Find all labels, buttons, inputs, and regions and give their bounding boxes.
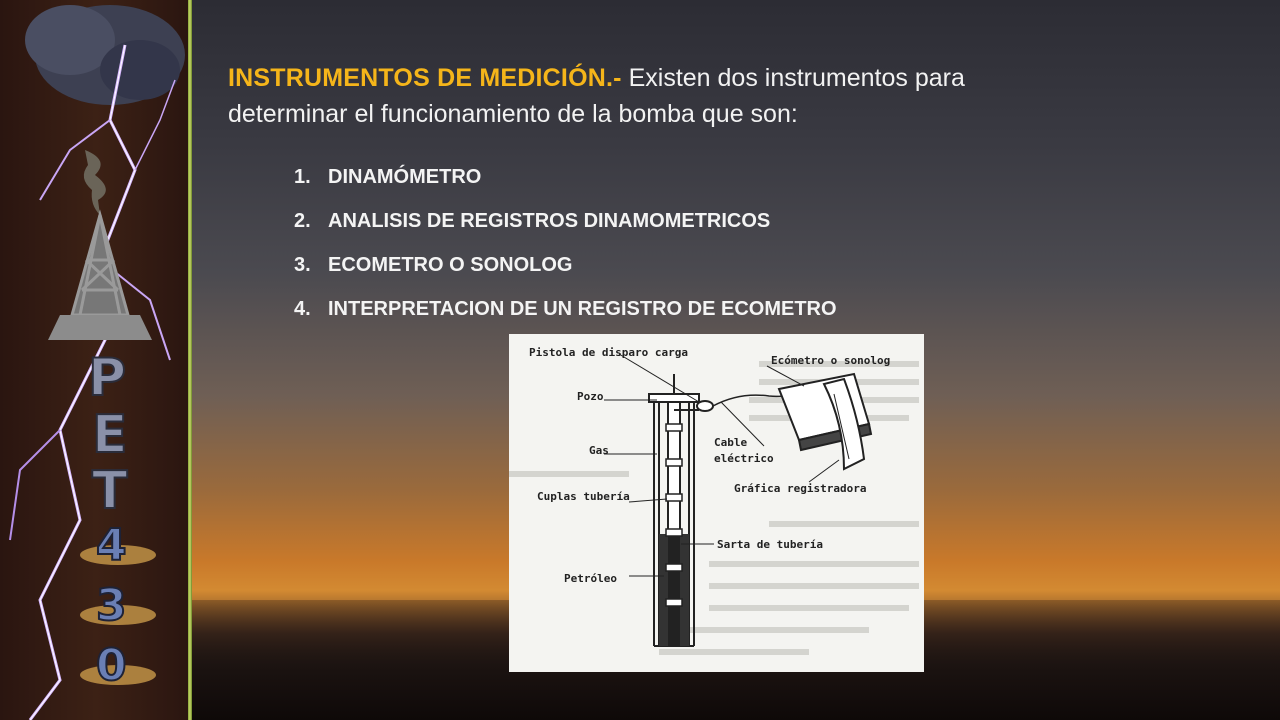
label-electrico: eléctrico <box>714 452 774 465</box>
oil-derrick-icon <box>72 215 128 315</box>
list-label: INTERPRETACION DE UN REGISTRO DE ECOMETRO <box>328 298 837 320</box>
logo-letter-e: E <box>92 405 128 465</box>
list-label: ECOMETRO O SONOLOG <box>328 254 573 276</box>
label-sarta: Sarta de tubería <box>717 538 823 551</box>
logo-digit-0: 0 <box>96 640 127 691</box>
smoke-plume <box>84 150 106 215</box>
list-number: 2. <box>294 210 311 232</box>
sonolog-diagram-svg <box>509 334 924 672</box>
label-gas: Gas <box>589 444 609 457</box>
intro-text-line1: Existen dos instrumentos para <box>621 64 965 92</box>
sidebar-artwork <box>0 0 192 720</box>
logo-digit-4: 4 <box>96 520 127 571</box>
label-grafica: Gráfica registradora <box>734 482 867 495</box>
pet430-logo <box>88 348 128 521</box>
label-pozo: Pozo <box>577 390 604 403</box>
intro-paragraph <box>228 60 1170 132</box>
list-number: 3. <box>294 254 311 276</box>
label-cuplas: Cuplas tubería <box>537 490 630 503</box>
instrument-list <box>294 160 837 336</box>
list-item <box>294 248 837 292</box>
list-label: ANALISIS DE REGISTROS DINAMOMETRICOS <box>328 210 771 232</box>
list-item <box>294 160 837 204</box>
logo-letter-p: P <box>88 348 127 408</box>
list-number: 4. <box>294 298 311 320</box>
label-pistola: Pistola de disparo carga <box>529 346 688 359</box>
label-petroleo: Petróleo <box>564 572 617 585</box>
label-cable: Cable <box>714 436 748 449</box>
sidebar-divider <box>188 0 192 720</box>
list-label: DINAMÓMETRO <box>328 166 482 188</box>
section-title: INSTRUMENTOS DE MEDICIÓN.- <box>228 64 622 92</box>
list-item <box>294 204 837 248</box>
sonolog-diagram <box>509 334 924 672</box>
label-ecometro: Ecómetro o sonolog <box>771 354 891 367</box>
intro-text-line2: determinar el funcionamiento de la bomba que son: <box>228 100 798 128</box>
list-number: 1. <box>294 166 311 188</box>
list-item <box>294 292 837 336</box>
logo-digit-3: 3 <box>96 580 127 631</box>
logo-letter-t: T <box>92 461 128 521</box>
